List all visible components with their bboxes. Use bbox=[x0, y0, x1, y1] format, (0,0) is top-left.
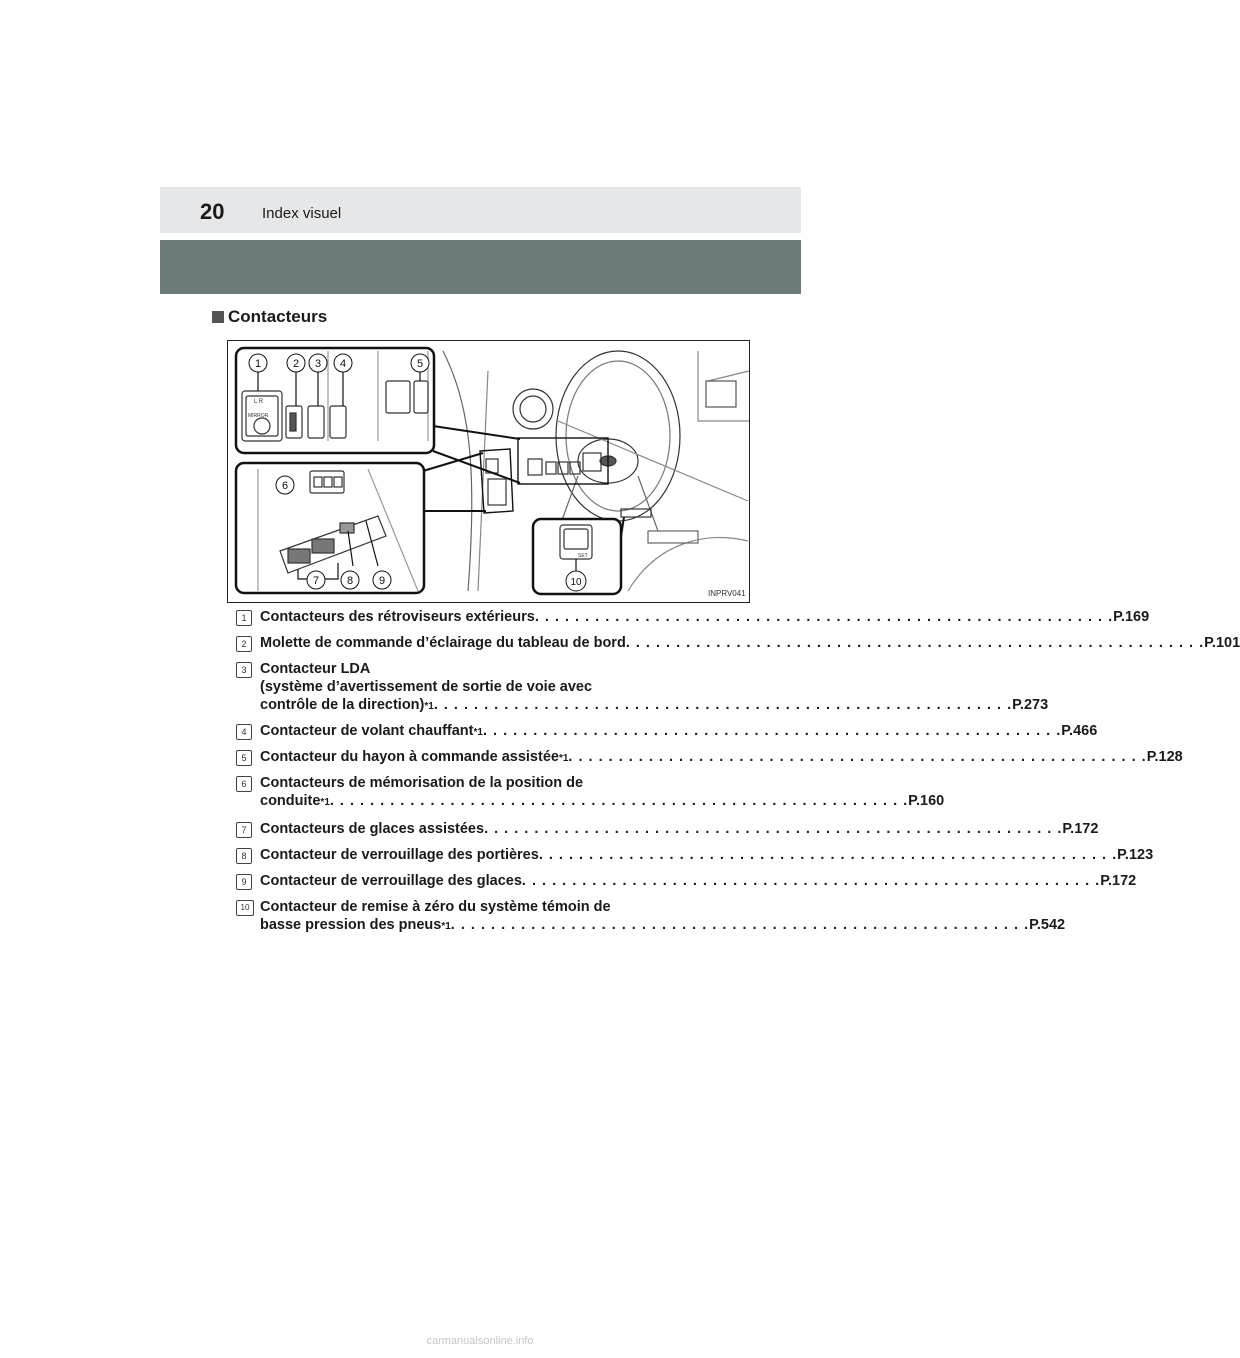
item-entry-row: contrôle de la direction) *1 . . . . . . . . . . . . . . . . . . . . . . . . . . . . . . . . . . . . . . . . . . . . . . . . . . . . . . . . . . P.273 bbox=[260, 697, 1049, 713]
item-entry-row: Contacteur du hayon à commande assistée *1 . . . . . . . . . . . . . . . . . . . . . . . . . . . . . . . . . . . . . . . . . . . . . . . . . . . . . . . . . . P.128 bbox=[260, 749, 1183, 765]
callout-1: 1 bbox=[254, 358, 262, 370]
page-reference[interactable]: P.466 bbox=[1061, 723, 1098, 739]
dot-leader: . . . . . . . . . . . . . . . . . . . . . . . . . . . . . . . . . . . . . . . . . . . . . . . . . . . . . . . . . . bbox=[568, 749, 1147, 765]
item-text: Contacteurs de glaces assistées bbox=[260, 821, 485, 837]
item-number: 8 bbox=[236, 848, 252, 864]
dot-leader: . . . . . . . . . . . . . . . . . . . . . . . . . . . . . . . . . . . . . . . . . . . . . . . . . . . . . . . . . . bbox=[534, 609, 1114, 625]
item-text: contrôle de la direction) bbox=[260, 697, 425, 713]
item-text: Contacteur de verrouillage des glaces bbox=[260, 873, 522, 889]
item-text: Contacteur de verrouillage des portières bbox=[260, 847, 539, 863]
list-item bbox=[236, 634, 1240, 652]
header-title: Index visuel bbox=[262, 205, 342, 222]
list-item bbox=[236, 608, 1150, 626]
list-item bbox=[236, 898, 1066, 934]
dashboard-illustration bbox=[227, 340, 750, 603]
lr-label: L R bbox=[254, 399, 264, 405]
item-text: Contacteur de volant chauffant bbox=[260, 723, 474, 739]
item-number: 10 bbox=[236, 900, 254, 916]
item-text: Contacteurs des rétroviseurs extérieurs bbox=[260, 609, 535, 625]
item-number: 5 bbox=[236, 750, 252, 766]
list-item bbox=[236, 722, 1098, 740]
callout-5: 5 bbox=[416, 358, 424, 370]
item-entry-row: Contacteur de volant chauffant *1 . . . . . . . . . . . . . . . . . . . . . . . . . . . . . . . . . . . . . . . . . . . . . . . . . . . . . . . . . . P.466 bbox=[260, 723, 1098, 739]
item-text: conduite bbox=[260, 793, 321, 809]
item-number: 2 bbox=[236, 636, 252, 652]
item-number: 6 bbox=[236, 776, 252, 792]
list-item bbox=[236, 748, 1183, 766]
item-number: 3 bbox=[236, 662, 252, 678]
dot-leader: . . . . . . . . . . . . . . . . . . . . . . . . . . . . . . . . . . . . . . . . . . . . . . . . . . . . . . . . . . bbox=[482, 723, 1062, 739]
dot-leader: . . . . . . . . . . . . . . . . . . . . . . . . . . . . . . . . . . . . . . . . . . . . . . . . . . . . . . . . . . bbox=[538, 847, 1118, 863]
item-text-line: Contacteur LDA bbox=[260, 661, 371, 677]
inset-tpms-reset bbox=[533, 519, 621, 594]
item-number: 7 bbox=[236, 822, 252, 838]
item-text: basse pression des pneus bbox=[260, 917, 442, 933]
dot-leader: . . . . . . . . . . . . . . . . . . . . . . . . . . . . . . . . . . . . . . . . . . . . . . . . . . . . . . . . . . bbox=[484, 821, 1063, 837]
header-band bbox=[160, 187, 801, 233]
page-reference[interactable]: P.128 bbox=[1146, 749, 1183, 765]
item-text-line: Contacteurs de mémorisation de la position de bbox=[260, 775, 584, 791]
inset-mirror-switches bbox=[236, 348, 434, 453]
page-number: 20 bbox=[200, 199, 225, 224]
set-label: SET bbox=[578, 553, 588, 559]
page-reference[interactable]: P.172 bbox=[1062, 821, 1099, 837]
item-entry-row: basse pression des pneus *1 . . . . . . . . . . . . . . . . . . . . . . . . . . . . . . . . . . . . . . . . . . . . . . . . . . . . . . . . . . P.542 bbox=[260, 917, 1066, 933]
list-item bbox=[236, 660, 1049, 714]
dashboard-drawing bbox=[228, 341, 749, 602]
square-bullet-icon bbox=[212, 311, 224, 323]
callout-8: 8 bbox=[346, 575, 354, 587]
page-reference[interactable]: P.172 bbox=[1100, 873, 1137, 889]
item-entry-row bbox=[260, 820, 1099, 838]
callout-6: 6 bbox=[281, 480, 289, 492]
callout-2: 2 bbox=[292, 358, 300, 370]
item-entry-row: conduite *1 . . . . . . . . . . . . . . . . . . . . . . . . . . . . . . . . . . . . . . . . . . . . . . . . . . . . . . . . . . P.160 bbox=[260, 793, 945, 809]
dot-leader: . . . . . . . . . . . . . . . . . . . . . . . . . . . . . . . . . . . . . . . . . . . . . . . . . . . . . . . . . . bbox=[433, 697, 1013, 713]
item-number: 1 bbox=[236, 610, 252, 626]
footer-watermark: carmanualsonline.info bbox=[426, 1335, 534, 1347]
item-number: 9 bbox=[236, 874, 252, 890]
page-reference[interactable]: P.273 bbox=[1012, 697, 1049, 713]
dot-leader: . . . . . . . . . . . . . . . . . . . . . . . . . . . . . . . . . . . . . . . . . . . . . . . . . . . . . . . . . . bbox=[450, 917, 1030, 933]
item-text-line: (système d’avertissement de sortie de voie avec bbox=[260, 679, 593, 695]
dot-leader: . . . . . . . . . . . . . . . . . . . . . . . . . . . . . . . . . . . . . . . . . . . . . . . . . . . . . . . . . . bbox=[521, 873, 1101, 889]
callout-7: 7 bbox=[312, 575, 320, 587]
dot-leader: . . . . . . . . . . . . . . . . . . . . . . . . . . . . . . . . . . . . . . . . . . . . . . . . . . . . . . . . . . bbox=[329, 793, 909, 809]
page-reference[interactable]: P.123 bbox=[1117, 847, 1154, 863]
item-entry-row bbox=[260, 608, 1150, 626]
section-band bbox=[160, 240, 801, 294]
item-entry-row bbox=[260, 846, 1154, 864]
item-number: 4 bbox=[236, 724, 252, 740]
illustration-code: INPRV041 bbox=[708, 589, 746, 598]
list-item bbox=[236, 820, 1099, 838]
mirror-label: MIRROR bbox=[248, 413, 269, 419]
callout-9: 9 bbox=[378, 575, 386, 587]
dot-leader: . . . . . . . . . . . . . . . . . . . . . . . . . . . . . . . . . . . . . . . . . . . . . . . . . . . . . . . . . . bbox=[625, 635, 1205, 651]
item-text: Molette de commande d’éclairage du tableau de bord bbox=[260, 635, 626, 651]
page-reference[interactable]: P.169 bbox=[1113, 609, 1150, 625]
item-entry-row bbox=[260, 872, 1137, 890]
page-reference[interactable]: P.160 bbox=[908, 793, 945, 809]
list-item bbox=[236, 774, 945, 810]
callout-10: 10 bbox=[570, 577, 582, 588]
page-reference[interactable]: P.101 bbox=[1204, 635, 1240, 651]
list-item bbox=[236, 872, 1137, 890]
section-heading bbox=[212, 307, 327, 327]
section-heading-text: Contacteurs bbox=[228, 307, 328, 326]
item-text-line: Contacteur de remise à zéro du système témoin de bbox=[260, 899, 611, 915]
list-item bbox=[236, 846, 1154, 864]
item-entry-row bbox=[260, 634, 1240, 652]
inset-door-switches bbox=[236, 463, 424, 593]
page-reference[interactable]: P.542 bbox=[1029, 917, 1066, 933]
item-text: Contacteur du hayon à commande assistée bbox=[260, 749, 559, 765]
callout-4: 4 bbox=[339, 358, 347, 370]
callout-3: 3 bbox=[314, 358, 322, 370]
